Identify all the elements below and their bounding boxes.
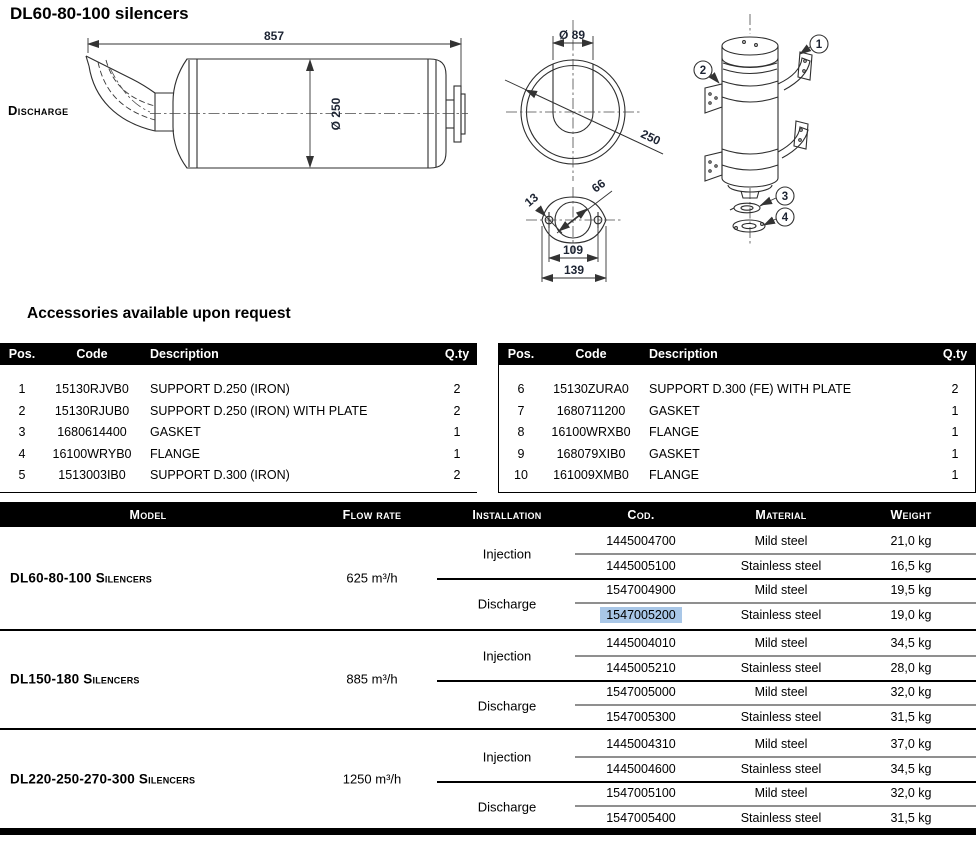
cod-value: 1445004310 (606, 737, 676, 751)
callout-3-number: 3 (781, 191, 789, 203)
table-row (566, 706, 976, 728)
acc-description: GASKET (150, 425, 201, 440)
table-row (566, 657, 976, 679)
column-header-description: Description (649, 347, 718, 361)
installation-label-discharge: Discharge (477, 698, 537, 714)
discharge-label: Discharge (8, 103, 69, 118)
weight-value: 32,0 kg (890, 786, 932, 800)
table-row (566, 807, 976, 829)
cod-value: 1547005100 (606, 786, 676, 800)
acc-code: 1680711200 (556, 403, 626, 418)
installation-label-injection: Injection (482, 749, 532, 765)
acc-pos: 1 (18, 382, 26, 396)
table-row (499, 379, 975, 401)
material-value: Stainless steel (740, 811, 822, 825)
material-value: Mild steel (754, 534, 808, 548)
row-divider (575, 704, 976, 706)
callout-1-number: 1 (815, 39, 823, 51)
side-view-drawing (86, 56, 468, 168)
column-header-material: Material (755, 507, 807, 522)
front-view-drawing (506, 20, 641, 181)
table-row (566, 681, 976, 703)
group-divider (437, 781, 976, 783)
acc-code: 15130RJUB0 (54, 403, 130, 418)
acc-pos: 6 (517, 382, 525, 396)
column-header-description: Description (150, 347, 219, 361)
cod-value: 1547004900 (606, 583, 676, 597)
table-row (499, 465, 975, 487)
weight-value: 31,5 kg (890, 811, 932, 825)
acc-qty: 2 (453, 382, 461, 396)
group-divider (437, 578, 976, 580)
table-row (0, 444, 477, 466)
acc-description: SUPPORT D.300 (FE) WITH PLATE (649, 382, 852, 396)
installation-label-injection: Injection (482, 648, 532, 664)
model-section-dl150-180 (0, 629, 976, 730)
model-section-dl60-80-100 (0, 527, 976, 631)
column-header-pos: Pos. (8, 347, 36, 361)
table-row (499, 422, 975, 444)
cod-value: 1445005210 (606, 661, 676, 675)
weight-value: 19,5 kg (890, 583, 932, 597)
cod-value-highlighted[interactable] (566, 604, 716, 626)
column-header-pos: Pos. (507, 347, 535, 361)
front-view-dimensions (505, 28, 663, 154)
dim-diameter-250: Ø 250 (329, 97, 343, 131)
table-row (566, 555, 976, 577)
material-value: Stainless steel (740, 762, 822, 776)
weight-value: 34,5 kg (890, 762, 932, 776)
accessories-table-body (499, 365, 975, 487)
acc-pos: 2 (18, 403, 26, 418)
acc-description: GASKET (649, 403, 700, 418)
acc-description: FLANGE (649, 468, 700, 483)
acc-pos: 8 (517, 425, 525, 440)
model-section-dl220-250-270-300 (0, 730, 976, 828)
model-name: DL60-80-100 Silencers (10, 570, 153, 586)
acc-description: SUPPORT D.300 (IRON) (150, 468, 290, 483)
accessories-table-header (0, 343, 477, 365)
main-table-header (0, 502, 976, 527)
acc-description: FLANGE (649, 425, 700, 440)
acc-qty: 2 (453, 468, 461, 483)
dim-inlet-89: Ø 89 (558, 28, 586, 42)
column-header-model: Model (129, 507, 167, 522)
row-divider (575, 553, 976, 555)
acc-description: SUPPORT D.250 (IRON) (150, 382, 290, 396)
model-name: DL220-250-270-300 Silencers (10, 771, 196, 787)
table-row (499, 401, 975, 423)
installation-label-discharge: Discharge (477, 799, 537, 815)
column-header-weight: Weight (890, 507, 932, 522)
weight-value: 19,0 kg (890, 608, 932, 622)
flow-rate-value: 885 m³/h (346, 671, 398, 686)
cod-value: 1547005400 (606, 811, 676, 825)
cod-value: 1445005100 (606, 559, 676, 573)
acc-qty: 1 (951, 468, 959, 483)
accessories-table-body (0, 365, 477, 487)
cod-value: 1445004010 (606, 636, 676, 650)
weight-value: 34,5 kg (890, 636, 932, 650)
dim-length-857: 857 (263, 29, 285, 43)
highlighted-code[interactable]: 1547005200 (600, 607, 682, 623)
table-row (0, 422, 477, 444)
side-view-dimensions (88, 29, 461, 167)
acc-pos: 4 (18, 446, 26, 461)
table-row (499, 444, 975, 466)
row-divider (575, 602, 976, 604)
acc-code: 161009XMB0 (553, 468, 629, 483)
material-value: Mild steel (754, 685, 808, 699)
acc-code: 1513003IB0 (58, 468, 126, 483)
flow-rate-value: 1250 m³/h (342, 771, 402, 787)
group-divider (437, 680, 976, 682)
acc-code: 16100WRXB0 (551, 425, 631, 440)
row-divider (575, 655, 976, 657)
column-header-flow-rate: Flow rate (342, 507, 402, 522)
page-title: DL60-80-100 silencers (10, 4, 189, 23)
weight-value: 28,0 kg (890, 661, 932, 675)
dim-outer-250: 250 (638, 126, 663, 148)
installation-label-injection: Injection (482, 546, 532, 562)
acc-description: FLANGE (150, 446, 201, 461)
material-value: Mild steel (754, 583, 808, 597)
table-row (566, 530, 976, 552)
column-header-qty: Q.ty (942, 347, 968, 361)
technical-drawings (0, 0, 976, 300)
dim-width-139: 139 (563, 263, 585, 277)
acc-code: 1680614400 (57, 425, 127, 440)
acc-qty: 1 (951, 425, 959, 440)
row-divider (575, 805, 976, 807)
table-row (566, 579, 976, 601)
column-header-cod: Cod. (627, 507, 655, 522)
accessories-table-left (0, 343, 477, 493)
cod-value: 1547005300 (606, 710, 676, 724)
page-bottom-rule (0, 828, 976, 835)
material-value: Stainless steel (740, 608, 822, 622)
accessories-table-header (499, 343, 975, 365)
weight-value: 37,0 kg (890, 737, 932, 751)
material-value: Mild steel (754, 737, 808, 751)
acc-qty: 1 (453, 446, 461, 461)
acc-pos: 7 (517, 403, 525, 418)
column-header-installation: Installation (472, 507, 542, 522)
table-row (566, 782, 976, 804)
table-row (566, 758, 976, 780)
column-header-qty: Q.ty (444, 347, 470, 361)
accessories-table-right (498, 343, 976, 493)
cod-value: 1445004700 (606, 534, 676, 548)
flow-rate-value: 625 m³/h (346, 570, 398, 586)
acc-qty: 1 (951, 446, 959, 461)
material-value: Stainless steel (740, 710, 822, 724)
acc-qty: 1 (951, 403, 959, 418)
model-name: DL150-180 Silencers (10, 671, 140, 686)
acc-pos: 5 (18, 468, 26, 483)
weight-value: 32,0 kg (890, 685, 932, 699)
acc-code: 15130RJVB0 (55, 382, 129, 396)
row-divider (575, 756, 976, 758)
dim-bolt-spacing-109: 109 (562, 243, 584, 257)
dim-bore-66: 66 (589, 176, 609, 196)
material-value: Stainless steel (740, 661, 822, 675)
installation-label-discharge: Discharge (477, 596, 537, 612)
material-value: Mild steel (754, 786, 808, 800)
table-row (566, 632, 976, 654)
callout-2-number: 2 (699, 65, 707, 77)
weight-value: 21,0 kg (890, 534, 932, 548)
acc-description: GASKET (649, 446, 700, 461)
cod-value: 1445004600 (606, 762, 676, 776)
weight-value: 16,5 kg (890, 559, 932, 573)
table-row (0, 465, 477, 487)
acc-qty: 2 (453, 403, 461, 418)
acc-pos: 9 (517, 446, 525, 461)
cod-value: 1547005000 (606, 685, 676, 699)
table-row (0, 379, 477, 401)
acc-qty: 1 (453, 425, 461, 440)
acc-code: 16100WRYB0 (52, 446, 132, 461)
dim-hole-13: 13 (521, 190, 542, 210)
acc-pos: 3 (18, 425, 26, 440)
callout-4-number: 4 (781, 212, 789, 224)
acc-description: SUPPORT D.250 (IRON) WITH PLATE (150, 403, 368, 418)
column-header-code: Code (575, 347, 607, 361)
material-value: Mild steel (754, 636, 808, 650)
assembly-view-drawing (705, 14, 812, 246)
acc-code: 15130ZURA0 (553, 382, 629, 396)
table-row (566, 733, 976, 755)
table-row (0, 401, 477, 423)
acc-pos: 10 (514, 468, 528, 483)
table-row (566, 604, 976, 626)
acc-code: 168079XIB0 (556, 446, 626, 461)
material-value: Stainless steel (740, 559, 822, 573)
accessories-heading: Accessories available upon request (27, 305, 291, 322)
flange-view-dimensions (522, 176, 612, 282)
weight-value: 31,5 kg (890, 710, 932, 724)
acc-qty: 2 (951, 382, 959, 396)
column-header-code: Code (76, 347, 108, 361)
